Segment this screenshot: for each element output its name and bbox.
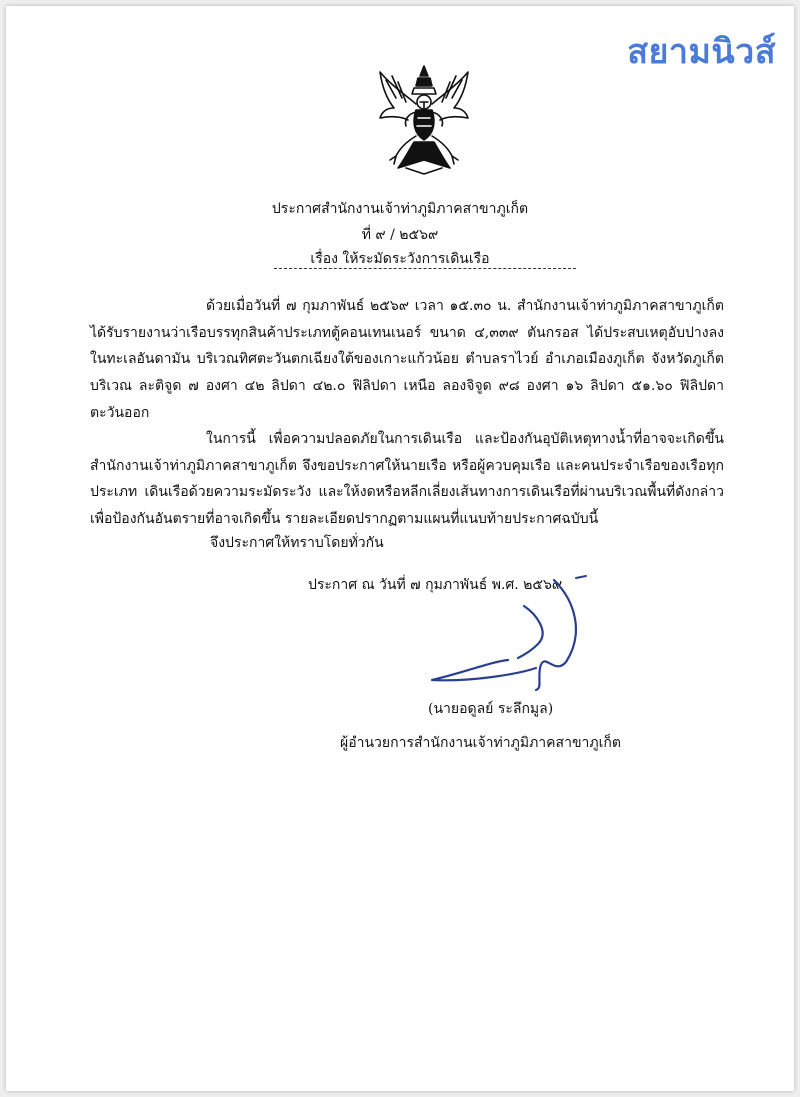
announcement-subject: เรื่อง ให้ระมัดระวังการเดินเรือ bbox=[310, 251, 490, 267]
body-paragraph-1: ด้วยเมื่อวันที่ ๗ กุมภาพันธ์ ๒๕๖๙ เวลา ๑๕.๓๐ น. สำนักงานเจ้าท่าภูมิภาคสาขาภูเก็ต ได้รับรายงานว่าเรือบรรทุกสินค้าประเภทตู้คอนเทนเนอร์ ขนาด ๔,๓๓๙ ตันกรอส ได้ประสบเหตุอับปางลงในทะเลอันดามัน บริเวณทิศตะวันตกเฉียงใต้ของเกาะแก้วน้อย ตำบลราไวย์ อำเภอเมืองภูเก็ต จังหวัดภูเก็ต บริเวณ ละติจูด ๗ องศา ๔๒ ลิปดา ๔๒.๐ ฟิลิปดา เหนือ ลองจิจูด ๙๘ องศา ๑๖ ลิปดา ๕๑.๖๐ ฟิลิปดา ตะวันออก bbox=[90, 298, 724, 421]
signatory-name: (นายอดูลย์ ระลึกมูล) bbox=[428, 701, 554, 717]
date-line: ประกาศ ณ วันที่ ๗ กุมภาพันธ์ พ.ศ. ๒๕๖๙ bbox=[308, 577, 563, 593]
garuda-emblem-icon bbox=[376, 64, 472, 176]
body-paragraph-2: ในการนี้ เพื่อความปลอดภัยในการเดินเรือ และป้องกันอุบัติเหตุทางน้ำที่อาจจะเกิดขึ้น สำนักงานเจ้าท่าภูมิภาคสาขาภูเก็ต จึงขอประกาศให้นายเรือ หรือผู้ควบคุมเรือ และคนประจำเรือของเรือทุกประเภท เดินเรือด้วยความระมัดระวัง และให้งดหรือหลีกเลี่ยงเส้นทางการเดินเรือที่ผ่านบริเวณพื้นที่ดังกล่าวเพื่อป้องกันอันตรายที่อาจเกิดขึ้น รายละเอียดปรากฏตามแผนที่แนบท้ายประกาศฉบับนี้ bbox=[90, 431, 724, 528]
closing-line: จึงประกาศให้ทราบโดยทั่วกัน bbox=[210, 535, 384, 551]
handwritten-signature bbox=[426, 572, 596, 694]
announcement-title: ประกาศสำนักงานเจ้าท่าภูมิภาคสาขาภูเก็ต bbox=[271, 201, 529, 217]
document-page bbox=[6, 6, 794, 1091]
announcement-number: ที่ ๙ / ๒๕๖๙ bbox=[361, 227, 439, 243]
header-divider bbox=[274, 268, 576, 269]
watermark-logo: สยามนิวส์ bbox=[627, 32, 776, 72]
signatory-title: ผู้อำนวยการสำนักงานเจ้าท่าภูมิภาคสาขาภูเก็ต bbox=[340, 735, 621, 751]
